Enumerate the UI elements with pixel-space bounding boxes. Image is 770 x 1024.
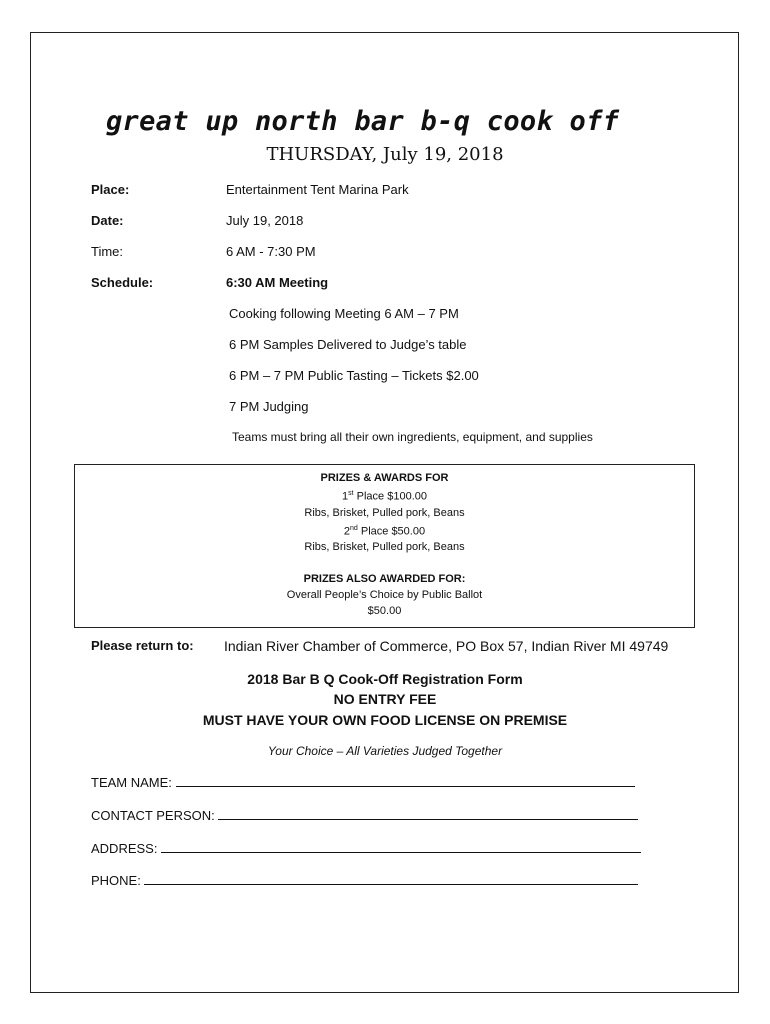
team-name-line[interactable] [176,774,635,787]
time-label: Time: [91,244,124,259]
return-address: Indian River Chamber of Commerce, PO Box 57, Indian River MI 49749 [224,638,669,654]
peoples-choice-text: Overall People’s Choice by Public Ballot [286,589,483,602]
time-value: 6 AM - 7:30 PM [226,244,316,259]
schedule-item: 6 PM – 7 PM Public Tasting – Tickets $2.00 [229,368,479,383]
schedule-label: Schedule: [91,275,154,290]
prizes-heading: PRIZES & AWARDS FOR [320,472,449,484]
contact-person-line[interactable] [218,807,638,820]
date-value: July 19, 2018 [226,213,304,228]
peoples-choice-amount: $50.00 [367,605,402,618]
schedule-item: 7 PM Judging [229,399,309,414]
second-place-line: 2nd Place $50.00 [343,524,426,538]
schedule-note: Teams must bring all their own ingredients, equipment, and supplies [232,430,593,444]
first-place-categories: Ribs, Brisket, Pulled pork, Beans [304,506,465,519]
event-date-heading: THURSDAY, July 19, 2018 [266,144,504,165]
varieties-note: Your Choice – All Varieties Judged Together [267,744,503,758]
schedule-item: 6:30 AM Meeting [226,275,329,290]
phone-field[interactable] [91,872,638,888]
phone-label: PHONE: [91,873,145,888]
place-value: Entertainment Tent Marina Park [226,182,409,197]
contact-person-label: CONTACT PERSON: [91,808,219,823]
address-field[interactable] [91,840,641,856]
team-name-label: TEAM NAME: [91,775,176,790]
schedule-item: 6 PM Samples Delivered to Judge’s table [229,337,467,352]
first-place-line: 1st Place $100.00 [342,490,427,503]
spacer [75,555,694,571]
entry-fee-notice: NO ENTRY FEE [333,691,437,707]
contact-person-field[interactable] [91,807,638,823]
team-name-field[interactable] [91,774,635,790]
date-label: Date: [91,213,124,228]
schedule-item: Cooking following Meeting 6 AM – 7 PM [229,306,459,321]
place-label: Place: [91,182,130,197]
also-awarded-heading: PRIZES ALSO AWARDED FOR: [303,573,466,586]
return-label: Please return to: [91,638,194,653]
prizes-box [74,464,695,628]
form-title: 2018 Bar B Q Cook-Off Registration Form [247,671,523,687]
phone-line[interactable] [144,872,638,885]
event-title: great up north bar b-q cook off [106,106,620,137]
address-label: ADDRESS: [91,841,162,856]
address-line[interactable] [161,840,641,853]
license-notice: MUST HAVE YOUR OWN FOOD LICENSE ON PREMISE [202,712,568,728]
second-place-categories: Ribs, Brisket, Pulled pork, Beans [304,541,465,554]
